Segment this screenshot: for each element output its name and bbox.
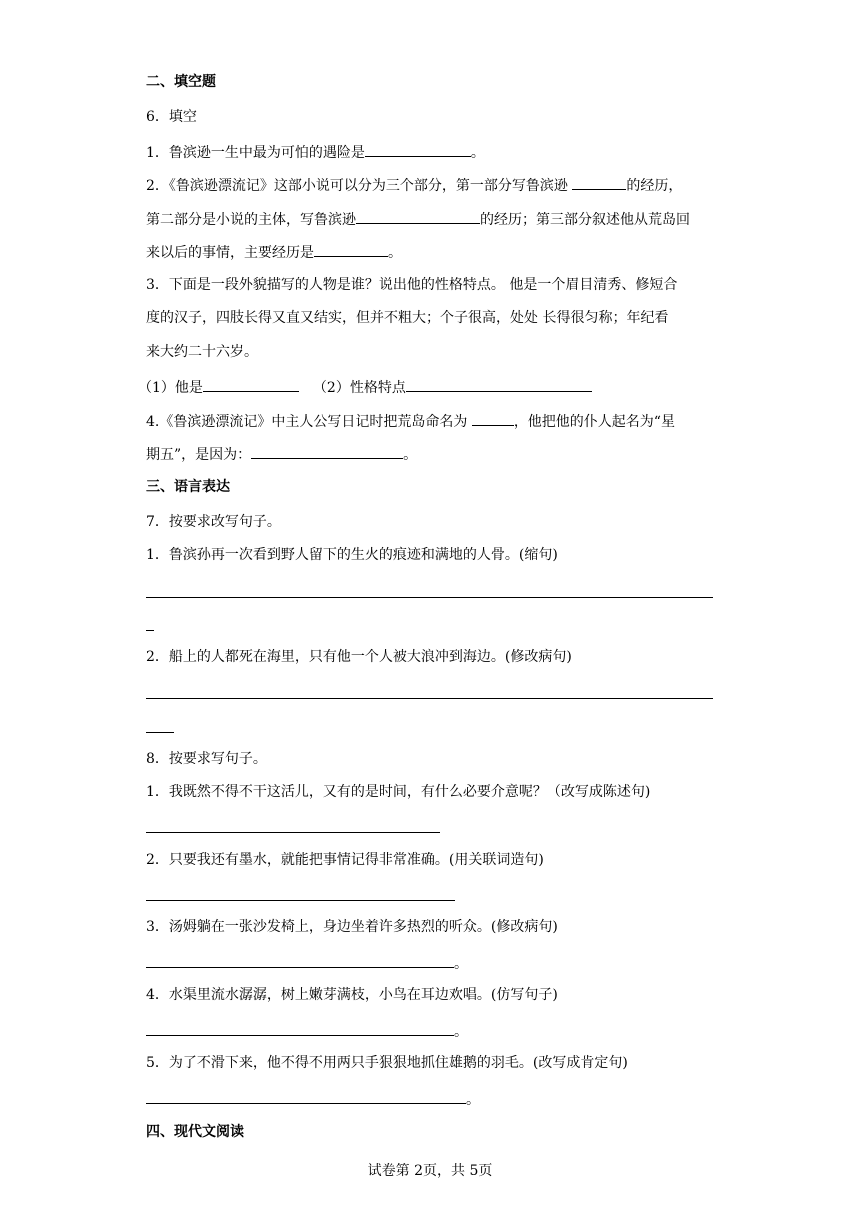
item-text: 的经历， [626, 178, 683, 194]
item-text: ，他把他的仆人起名为“星 [513, 414, 675, 430]
item-text: 1．鲁滨逊一生中最为可怕的遇险是 [146, 145, 365, 161]
question-8-item-5: 5．为了不滑下来，他不得不用两只手狠狠地抓住雄鹅的羽毛。(改写成肯定句) [146, 1055, 628, 1071]
question-6-item-2-line-3 [146, 241, 402, 263]
answer-blank[interactable] [356, 208, 480, 224]
answer-line-continuation[interactable] [146, 732, 174, 733]
question-6-item-4 [146, 410, 675, 432]
item-text: （2）性格特点 [312, 380, 406, 396]
answer-line[interactable] [146, 597, 713, 598]
answer-blank[interactable] [314, 241, 388, 257]
item-text: 2．《鲁滨逊漂流记》这部小说可以分为三个部分，第一部分写鲁滨逊 [146, 178, 573, 194]
item-text: 。 [454, 1024, 468, 1040]
question-7-title: 7．按要求改写句子。 [146, 514, 281, 530]
answer-blank[interactable] [572, 174, 626, 190]
answer-blank[interactable] [146, 952, 454, 968]
answer-blank[interactable] [146, 1088, 466, 1104]
question-6-item-3: 3．下面是一段外貌描写的人物是谁？说出他的性格特点。 他是一个眉目清秀、修短合 [146, 277, 678, 293]
question-6-item-2-line-2 [146, 208, 690, 230]
question-8-item-1: 1．我既然不得不干这活儿，又有的是时间，有什么必要介意呢？（改写成陈述句) [146, 784, 651, 800]
question-6-item-2 [146, 174, 682, 196]
question-8-item-4-answer [146, 1020, 468, 1042]
item-text: 。 [403, 447, 418, 463]
item-text: 第二部分是小说的主体，写鲁滨逊 [146, 212, 356, 228]
question-8-item-3-answer [146, 952, 468, 974]
question-6-item-3-answers [138, 376, 592, 398]
section-heading-language-expression: 三、语言表达 [146, 479, 230, 495]
question-8-item-5-answer [146, 1088, 480, 1110]
question-8-item-3: 3．汤姆躺在一张沙发椅上，身边坐着许多热烈的听众。(修改病句) [146, 919, 558, 935]
question-6-item-1 [146, 141, 485, 163]
item-text: （1）他是 [138, 380, 203, 396]
item-text: 。 [454, 956, 468, 972]
answer-blank[interactable] [251, 443, 403, 459]
answer-blank[interactable] [146, 1020, 454, 1036]
question-8-item-2: 2．只要我还有墨水，就能把事情记得非常准确。(用关联词造句) [146, 852, 544, 868]
question-7-item-1: 1．鲁滨孙再一次看到野人留下的生火的痕迹和满地的人骨。(缩句) [146, 547, 558, 563]
item-text: 的经历；第三部分叙述他从荒岛回 [480, 212, 690, 228]
answer-blank[interactable] [406, 376, 592, 392]
answer-line[interactable] [146, 900, 455, 901]
answer-blank[interactable] [472, 410, 514, 426]
question-8-item-4: 4．水渠里流水潺潺，树上嫩芽满枝，小鸟在耳边欢唱。(仿写句子) [146, 987, 558, 1003]
section-heading-fill-blank: 二、填空题 [146, 74, 216, 90]
page-footer: 试卷第 2页，共 5页 [367, 1163, 493, 1179]
question-6-item-3-line-3: 来大约二十六岁。 [146, 344, 258, 360]
answer-blank[interactable] [203, 376, 299, 392]
answer-line[interactable] [146, 832, 440, 833]
item-text: 4.《鲁滨逊漂流记》中主人公写日记时把荒岛命名为 [146, 414, 472, 430]
item-text: 。 [470, 145, 485, 161]
answer-line[interactable] [146, 698, 713, 699]
answer-line-continuation[interactable] [146, 630, 154, 631]
item-text: 。 [388, 245, 402, 261]
question-6-item-4-line-2 [146, 443, 417, 465]
answer-blank[interactable] [365, 141, 471, 157]
question-6-title: 6．填空 [146, 109, 197, 125]
question-7-item-2: 2．船上的人都死在海里，只有他一个人被大浪冲到海边。(修改病句) [146, 649, 572, 665]
question-6-item-3-line-2: 度的汉子，四肢长得又直又结实，但并不粗大；个子很高，处处 长得很匀称；年纪看 [146, 310, 669, 326]
section-heading-modern-reading: 四、现代文阅读 [146, 1124, 244, 1140]
item-text: 期五”，是因为： [146, 447, 252, 463]
item-text: 。 [466, 1092, 480, 1108]
question-8-title: 8．按要求写句子。 [146, 751, 267, 767]
item-text: 来以后的事情，主要经历是 [146, 245, 314, 261]
